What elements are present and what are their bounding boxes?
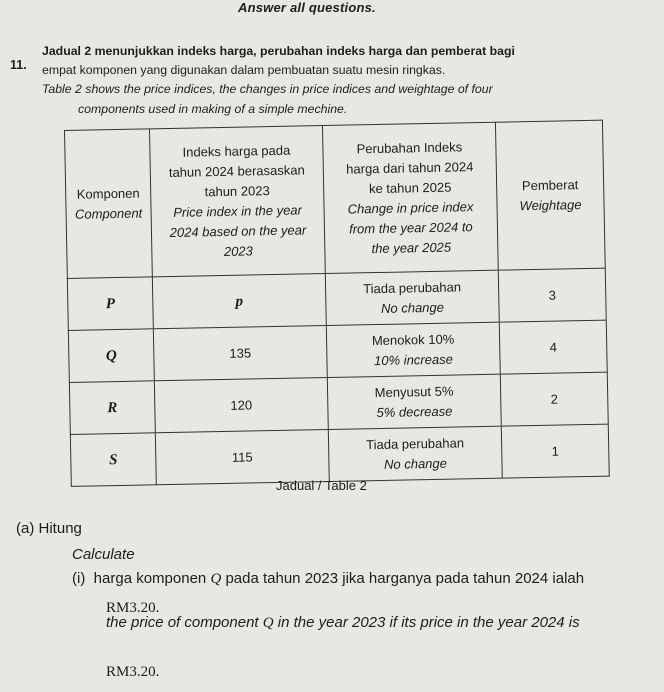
row-component: Q [68, 329, 154, 383]
row-component: P [67, 277, 153, 331]
header-index-en-1: Price index in the year [173, 201, 303, 220]
intro-malay-line-1: Jadual 2 menunjukkan indeks harga, perubahan indeks harga dan pemberat bagi [42, 44, 515, 58]
row-weight: 2 [500, 372, 608, 426]
header-weight-en: Weightage [519, 196, 582, 213]
question-number: 11. [10, 58, 27, 72]
row-index: p [152, 274, 326, 329]
header-change-en-1: Change in price index [347, 198, 474, 217]
row-change [326, 322, 500, 377]
row-change-en: 5% decrease [376, 403, 453, 420]
sub-i-ms-value: RM3.20. [106, 600, 160, 616]
header-change-index [322, 122, 498, 273]
row-change [328, 426, 502, 481]
sub-i-ms-post: pada tahun 2023 jika harganya pada tahun 2024 ialah [225, 570, 585, 587]
row-change-en: 10% increase [373, 351, 453, 368]
sub-i-ms-pre: harga komponen [93, 570, 207, 587]
header-change-ms-2: harga dari tahun 2024 [346, 158, 474, 177]
header-component-en: Component [74, 205, 143, 222]
header-change-en-3: the year 2025 [371, 239, 452, 256]
intro-english-line-2: components used in making of a simple mechine. [78, 102, 348, 116]
header-component-ms: Komponen [76, 185, 140, 202]
row-component: R [69, 381, 155, 435]
row-weight: 4 [499, 320, 607, 374]
sub-question-i-malay [72, 570, 584, 588]
header-index-ms-3: tahun 2023 [204, 182, 270, 199]
row-change [325, 270, 499, 325]
header-weight-ms: Pemberat [521, 176, 579, 193]
header-change-ms-1: Perubahan Indeks [356, 138, 463, 156]
row-change [327, 374, 501, 429]
row-change-en: No change [380, 299, 445, 316]
header-change-en-2: from the year 2024 to [349, 218, 473, 237]
header-index-en-3: 2023 [223, 242, 253, 259]
part-a-label-en: Calculate [72, 546, 135, 563]
header-index-ms-2: tahun 2024 berasaskan [168, 161, 305, 180]
intro-malay-line-2: empat komponen yang digunakan dalam pembuatan suatu mesin ringkas. [42, 63, 446, 77]
sub-i-en-post: in the year 2023 if its price in the year 2024 is [277, 614, 580, 631]
row-index: 115 [155, 429, 329, 484]
table-header-row [65, 120, 606, 278]
row-index: 120 [154, 377, 328, 432]
table-caption: Jadual / Table 2 [276, 478, 367, 493]
section-header: Answer all questions. [238, 0, 376, 15]
part-a-heading [16, 520, 82, 537]
price-index-table [64, 120, 610, 487]
header-component [65, 129, 153, 279]
row-change-ms: Menyusut 5% [374, 383, 454, 400]
sub-i-ms-q: Q [210, 571, 222, 587]
sub-i-en-value: RM3.20. [106, 664, 160, 680]
row-weight: 3 [498, 268, 606, 322]
header-price-index [149, 126, 325, 277]
header-index-en-2: 2024 based on the year [169, 221, 307, 240]
header-weightage [495, 120, 605, 270]
sub-i-en-pre: the price of component [106, 614, 259, 631]
row-index: 135 [153, 326, 327, 381]
sub-i-label: (i) [72, 570, 86, 587]
part-a-label-ms: Hitung [38, 520, 82, 537]
sub-i-en-q: Q [262, 615, 274, 631]
row-change-ms: Tiada perubahan [363, 278, 462, 296]
row-weight: 1 [501, 424, 609, 478]
header-index-ms-1: Indeks harga pada [182, 142, 291, 160]
row-component: S [70, 433, 156, 487]
row-change-ms: Tiada perubahan [366, 434, 465, 452]
row-change-en: No change [383, 455, 448, 472]
part-a-label: (a) [16, 520, 35, 537]
row-change-ms: Menokok 10% [371, 331, 455, 348]
header-change-ms-3: ke tahun 2025 [368, 179, 452, 196]
intro-english-line-1: Table 2 shows the price indices, the changes in price indices and weightage of four [42, 82, 493, 96]
sub-question-i-english [106, 614, 580, 632]
